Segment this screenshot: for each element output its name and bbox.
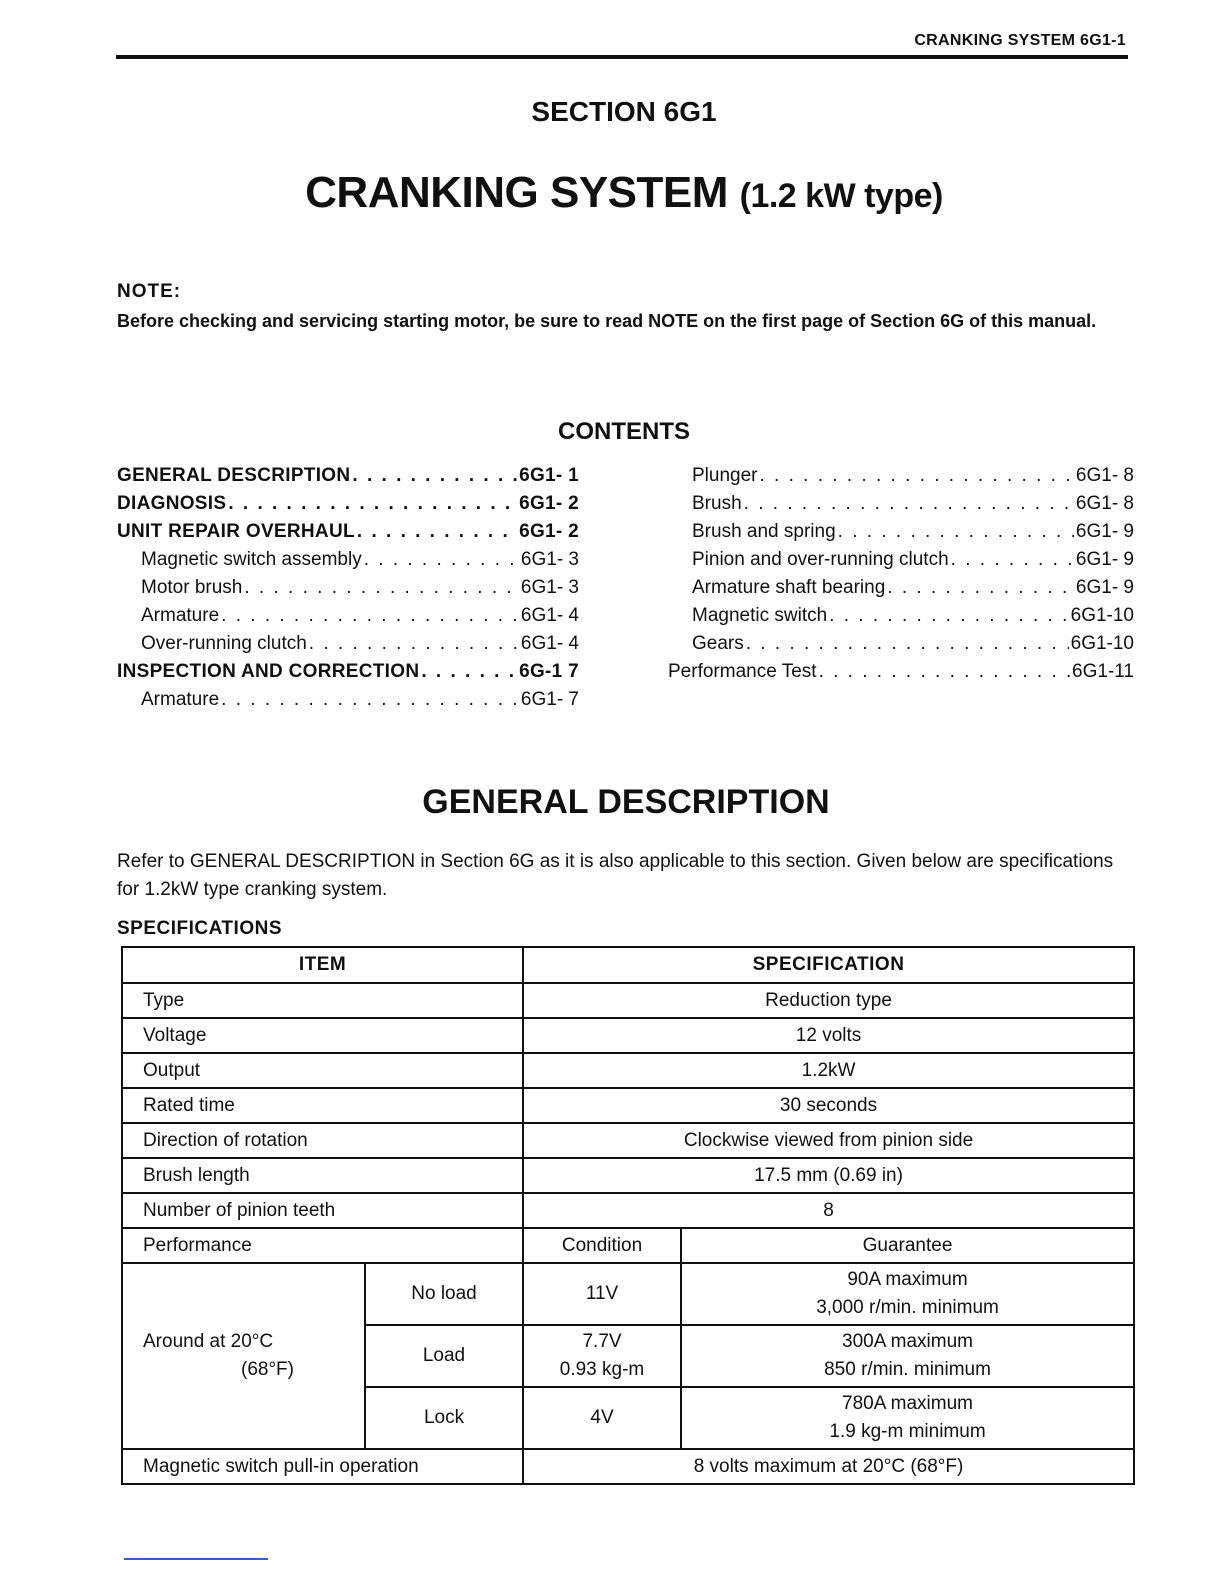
- toc-label: Motor brush: [141, 577, 243, 598]
- performance-row-no-load: [122, 1263, 1134, 1325]
- condition-line: 0.93 kg-m: [559, 1359, 645, 1380]
- toc-label: INSPECTION AND CORRECTION: [117, 661, 420, 682]
- table-row: [122, 1018, 1134, 1053]
- item-header: ITEM: [122, 947, 523, 983]
- toc-label: Plunger: [692, 465, 758, 486]
- toc-label: Brush: [692, 493, 742, 514]
- toc-label: Magnetic switch: [692, 605, 828, 626]
- row-item: Rated time: [122, 1088, 523, 1123]
- toc-label: Performance Test: [668, 661, 817, 682]
- row-value: 17.5 mm (0.69 in): [523, 1158, 1134, 1193]
- toc-page: 6G1-11: [1072, 661, 1134, 682]
- toc-label: GENERAL DESCRIPTION: [117, 465, 351, 486]
- row-item: Type: [122, 983, 523, 1018]
- toc-entry[interactable]: [668, 549, 1134, 577]
- table-row: [122, 1158, 1134, 1193]
- general-description-title: GENERAL DESCRIPTION: [422, 783, 830, 821]
- page-title: [0, 168, 1224, 218]
- row-value: 8: [523, 1193, 1134, 1228]
- table-row: [122, 1088, 1134, 1123]
- row-item: Brush length: [122, 1158, 523, 1193]
- note-label: NOTE:: [117, 281, 182, 302]
- guarantee-line: 1.9 kg-m minimum: [829, 1421, 986, 1442]
- toc-page: 6G-1 7: [519, 661, 579, 682]
- pull-in-row: [122, 1449, 1134, 1484]
- row-item: Number of pinion teeth: [122, 1193, 523, 1228]
- toc-page: 6G1- 3: [520, 577, 579, 598]
- row-item: Output: [122, 1053, 523, 1088]
- condition-line: 7.7V: [582, 1331, 622, 1352]
- specification-header: SPECIFICATION: [523, 947, 1134, 983]
- pull-in-item: Magnetic switch pull-in operation: [122, 1449, 523, 1484]
- toc-page: 6G1- 7: [520, 689, 579, 710]
- toc-entry[interactable]: [117, 577, 579, 605]
- footer-link-underline[interactable]: [124, 1558, 268, 1560]
- toc-entry[interactable]: [668, 493, 1134, 521]
- toc-page: 6G1- 4: [520, 633, 579, 654]
- guarantee-line: 300A maximum: [842, 1331, 973, 1352]
- toc-entry[interactable]: [117, 521, 579, 549]
- condition-header: Condition: [523, 1228, 681, 1263]
- toc-page: 6G1- 2: [519, 521, 579, 542]
- toc-page: 6G1- 9: [1075, 549, 1134, 570]
- toc-label: UNIT REPAIR OVERHAUL: [117, 521, 355, 542]
- toc-page: 6G1- 9: [1075, 521, 1134, 542]
- toc-entry[interactable]: [117, 633, 579, 661]
- case-condition: [523, 1263, 681, 1325]
- toc-page: 6G1-10: [1070, 605, 1134, 626]
- toc-entry[interactable]: [117, 549, 579, 577]
- guarantee-line: 3,000 r/min. minimum: [816, 1297, 999, 1318]
- table-row: [122, 1123, 1134, 1158]
- row-value: 12 volts: [523, 1018, 1134, 1053]
- condition-line: 4V: [590, 1407, 614, 1428]
- toc-page: 6G1- 4: [520, 605, 579, 626]
- case-condition: [523, 1325, 681, 1387]
- toc-label: Armature: [141, 689, 220, 710]
- toc-page: 6G1- 8: [1075, 465, 1134, 486]
- row-value: 30 seconds: [523, 1088, 1134, 1123]
- table-header-row: [122, 947, 1134, 983]
- toc-entry[interactable]: [668, 605, 1134, 633]
- contents-title: CONTENTS: [558, 418, 690, 445]
- toc-page: 6G1- 3: [520, 549, 579, 570]
- toc-entry[interactable]: [668, 661, 1134, 689]
- case-condition: [523, 1387, 681, 1449]
- performance-header-row: [122, 1228, 1134, 1263]
- contents-left-column: [117, 465, 579, 717]
- guarantee-header: Guarantee: [681, 1228, 1134, 1263]
- row-value: Reduction type: [523, 983, 1134, 1018]
- toc-page: 6G1- 8: [1075, 493, 1134, 514]
- toc-label: Pinion and over-running clutch: [692, 549, 949, 570]
- title-main: CRANKING SYSTEM: [305, 168, 728, 217]
- toc-label: Armature shaft bearing: [692, 577, 886, 598]
- toc-label: Gears: [692, 633, 744, 654]
- guarantee-line: 90A maximum: [847, 1269, 968, 1290]
- toc-label: Magnetic switch assembly: [141, 549, 362, 570]
- toc-label: Armature: [141, 605, 220, 626]
- table-row: [122, 1193, 1134, 1228]
- table-row: [122, 1053, 1134, 1088]
- toc-page: 6G1- 9: [1075, 577, 1134, 598]
- table-row: [122, 983, 1134, 1018]
- general-description-text: Refer to GENERAL DESCRIPTION in Section 6G as it is also applicable to this section. Given below are specifications for 1.2kW type cranking system.: [117, 851, 1114, 900]
- toc-entry[interactable]: [668, 465, 1134, 493]
- header-rule: [116, 55, 1128, 59]
- specifications-label: SPECIFICATIONS: [117, 918, 282, 939]
- case-guarantee: [681, 1387, 1134, 1449]
- guarantee-line: 850 r/min. minimum: [824, 1359, 991, 1380]
- toc-label: Over-running clutch: [141, 633, 307, 654]
- case-guarantee: [681, 1263, 1134, 1325]
- toc-entry[interactable]: [117, 689, 579, 717]
- toc-entry[interactable]: [117, 465, 579, 493]
- case-name: Lock: [365, 1387, 523, 1449]
- row-value: Clockwise viewed from pinion side: [523, 1123, 1134, 1158]
- row-item: Direction of rotation: [122, 1123, 523, 1158]
- temperature-cell: [122, 1263, 365, 1449]
- specifications-table: [121, 946, 1135, 1485]
- toc-label: DIAGNOSIS: [117, 493, 227, 514]
- case-name: Load: [365, 1325, 523, 1387]
- row-item: Voltage: [122, 1018, 523, 1053]
- running-head: CRANKING SYSTEM 6G1-1: [914, 32, 1126, 49]
- temperature-line-1: Around at 20°C: [143, 1331, 274, 1352]
- performance-label: Performance: [122, 1228, 523, 1263]
- contents-right-column: [668, 465, 1134, 689]
- guarantee-line: 780A maximum: [842, 1393, 973, 1414]
- toc-entry[interactable]: [668, 577, 1134, 605]
- toc-page: 6G1-10: [1070, 633, 1134, 654]
- toc-entry[interactable]: [117, 493, 579, 521]
- note-text: Before checking and servicing starting motor, be sure to read NOTE on the first page of Section 6G of this manual.: [117, 311, 1097, 331]
- condition-line: 11V: [585, 1283, 619, 1304]
- toc-entry[interactable]: [668, 521, 1134, 549]
- title-sub: (1.2 kW type): [739, 177, 943, 215]
- section-label: SECTION 6G1: [531, 96, 717, 127]
- temperature-line-2: (68°F): [241, 1359, 294, 1380]
- row-value: 1.2kW: [523, 1053, 1134, 1088]
- pull-in-value: 8 volts maximum at 20°C (68°F): [523, 1449, 1134, 1484]
- toc-label: Brush and spring: [692, 521, 836, 542]
- toc-page: 6G1- 2: [519, 493, 579, 514]
- toc-entry[interactable]: [668, 633, 1134, 661]
- case-guarantee: [681, 1325, 1134, 1387]
- toc-page: 6G1- 1: [519, 465, 579, 486]
- toc-entry[interactable]: [117, 661, 579, 689]
- toc-entry[interactable]: [117, 605, 579, 633]
- case-name: No load: [365, 1263, 523, 1325]
